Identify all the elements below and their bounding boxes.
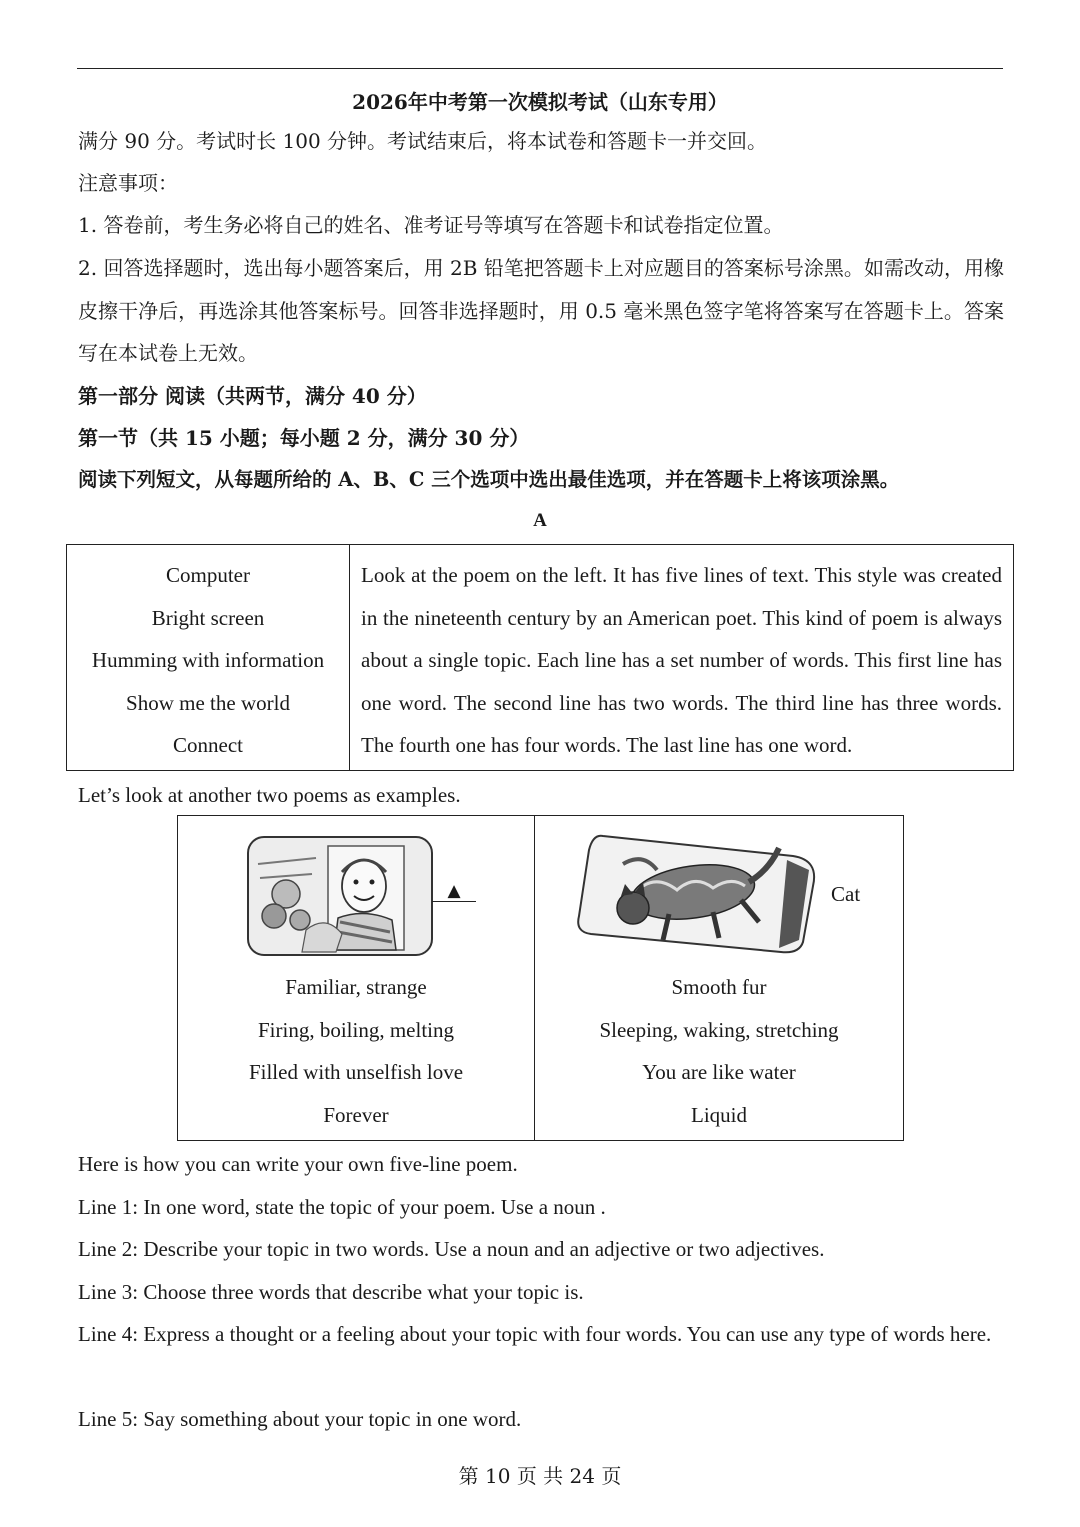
exam-title: 2026年中考第一次模拟考试（山东专用） <box>352 90 728 114</box>
example-poem-mother <box>178 816 535 1140</box>
poem-table <box>66 544 1014 771</box>
poem-line: Forever <box>323 1102 389 1127</box>
answer-blank: ▲ <box>432 881 476 902</box>
mother-poem-lines <box>178 966 534 1136</box>
poem-line: Computer <box>166 563 250 587</box>
poem-line: Firing, boiling, melting <box>257 1017 454 1042</box>
examples-table <box>177 815 904 1141</box>
notice-1: 1. 答卷前，考生务必将自己的姓名、准考证号等填写在答题卡和试卷指定位置。 <box>78 213 784 237</box>
exam-info: 满分 90 分。考试时长 100 分钟。考试结束后，将本试卷和答题卡一并交回。 <box>78 129 768 153</box>
mother-child-picture <box>246 834 436 958</box>
reading-instruction: 阅读下列短文，从每题所给的 A、B、C 三个选项中选出最佳选项，并在答题卡上将该项涂黑。 <box>78 468 900 491</box>
cat-picture <box>573 830 823 958</box>
part-1-heading: 第一部分 阅读（共两节，满分 40 分） <box>78 384 427 408</box>
poem-line: Familiar, strange <box>285 975 427 999</box>
how-to-line-4: Line 4: Express a thought or a feeling about your topic with four words. You can use any type of words here. <box>78 1322 992 1346</box>
notice-title: 注意事项： <box>78 171 178 195</box>
page-number: 第 10 页 共 24 页 <box>458 1464 622 1488</box>
how-to-line-3: Line 3: Choose three words that describe what your topic is. <box>78 1280 584 1304</box>
poem-line: Sleeping, waking, stretching <box>599 1017 839 1042</box>
poem-explanation: Look at the poem on the left. It has five lines of text. This style was created in the nineteenth century by an American poet. This kind of poem is always about a single topic. Each line has a set number of words. This first line has one word. The second line has two words. The third line has three words. The fourth one has four words. The last line has one word. <box>361 563 1002 757</box>
cat-poem-lines <box>535 966 903 1136</box>
notice-2: 2. 回答选择题时，选出每小题答案后，用 2B 铅笔把答题卡上对应题目的答案标号涂黑。如需改动，用橡皮擦干净后，再选涂其他答案标号。回答非选择题时，用 0.5 毫米黑色签字笔将答案写在答题卡上。答案写在本试卷上无效。 <box>78 256 1004 365</box>
poem-line: Liquid <box>691 1102 747 1127</box>
poem-line: You are like water <box>642 1060 796 1084</box>
how-to-line-2: Line 2: Describe your topic in two words. Use a noun and an adjective or two adjectives. <box>78 1237 825 1261</box>
poem-line: Smooth fur <box>671 975 767 999</box>
sample-poem <box>67 545 350 770</box>
poem-line: Bright screen <box>151 605 265 630</box>
passage-label: A <box>533 510 547 531</box>
examples-intro: Let’s look at another two poems as examples. <box>78 783 461 807</box>
section-1-heading: 第一节（共 15 小题；每小题 2 分，满分 30 分） <box>78 426 530 450</box>
how-to-line-5: Line 5: Say something about your topic in one word. <box>78 1407 522 1431</box>
poem-line: Show me the world <box>126 690 290 715</box>
poem-line: Connect <box>173 733 243 757</box>
poem-line: Humming with information <box>91 648 325 672</box>
how-to-intro: Here is how you can write your own five-line poem. <box>78 1152 518 1176</box>
cat-label: Cat <box>831 882 861 906</box>
how-to-line-1: Line 1: In one word, state the topic of your poem. Use a noun . <box>78 1195 606 1219</box>
top-rule <box>77 68 1003 69</box>
poem-line: Filled with unselfish love <box>248 1060 464 1084</box>
example-poem-cat <box>535 816 903 1140</box>
